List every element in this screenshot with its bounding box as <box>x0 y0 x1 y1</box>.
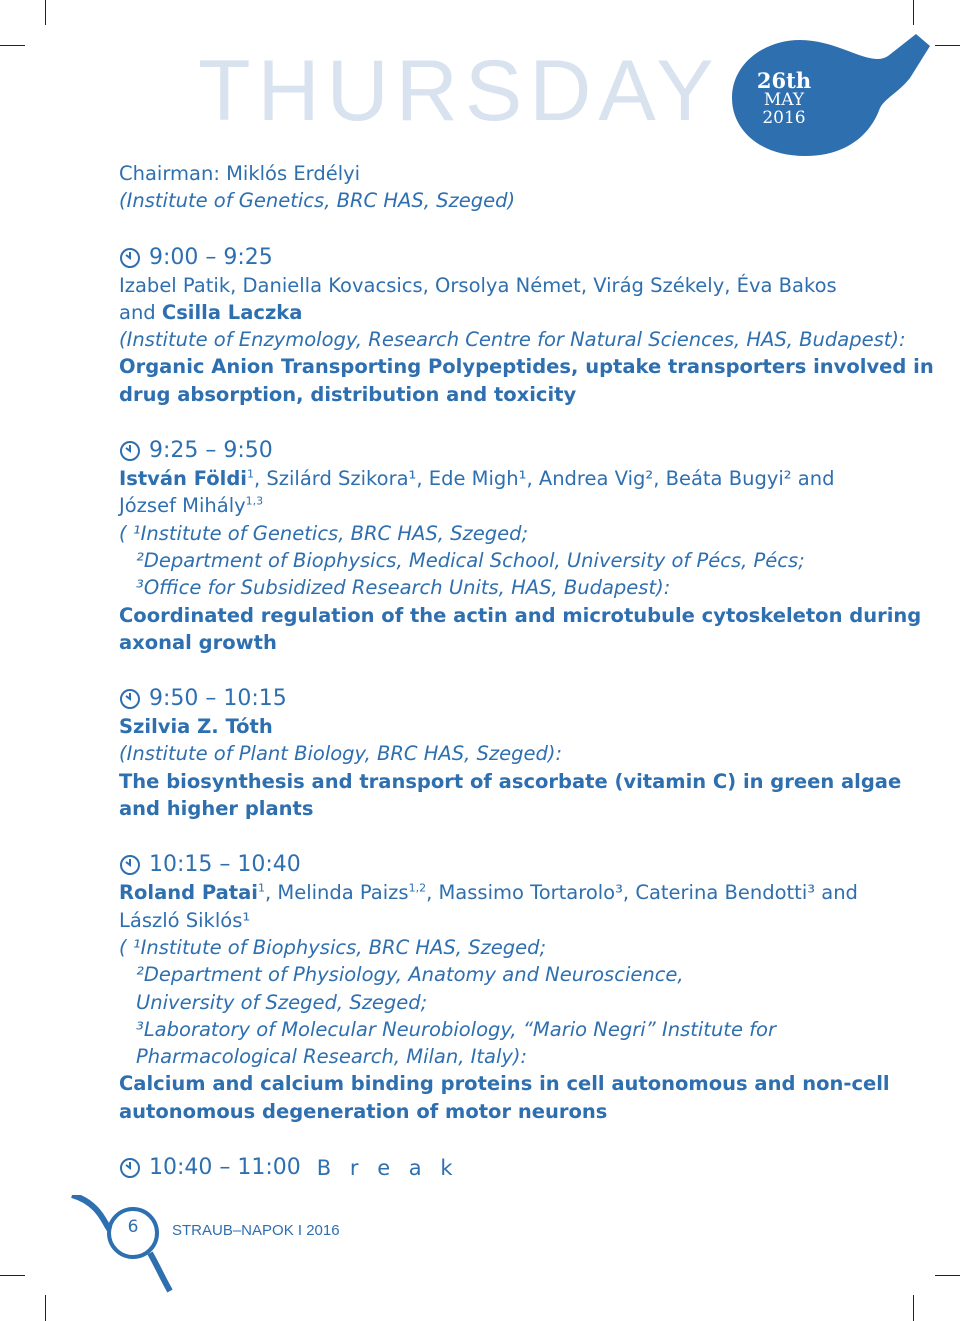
authors-text-2: , Massimo Tortarolo³, Caterina Bendotti³ and <box>426 881 858 905</box>
crop-mark <box>913 0 914 25</box>
affiliation: (Institute of Plant Biology, BRC HAS, Szeged): <box>119 742 563 766</box>
affiliation-3-cont: Pharmacological Research, Milan, Italy): <box>136 1045 528 1069</box>
talk-title-line-2: and higher plants <box>119 797 314 821</box>
chairman: Chairman: Miklós Erdélyi <box>119 162 361 185</box>
talk-title-line-2: axonal growth <box>119 630 277 654</box>
presenter: István Földi <box>119 467 247 491</box>
session-time-4 <box>119 851 879 879</box>
session-time-label: 10:15 – 10:40 <box>149 852 301 878</box>
crop-mark <box>45 1295 46 1321</box>
session-time-label: 9:00 – 9:25 <box>149 244 273 270</box>
affiliation-1: ( ¹Institute of Genetics, BRC HAS, Szeged; <box>119 521 529 545</box>
clock-icon <box>119 440 141 462</box>
authors-text: and <box>119 300 162 324</box>
clock-icon <box>119 247 141 269</box>
authors-text: József Mihály <box>119 494 246 518</box>
crop-mark <box>0 45 25 46</box>
affiliation-2: ²Department of Physiology, Anatomy and Neuroscience, <box>136 963 684 987</box>
break-label: B r e a k <box>316 1156 459 1181</box>
affiliation-3: ³Office for Subsidized Research Units, HAS, Budapest): <box>136 576 671 600</box>
presenter: Csilla Laczka <box>161 300 303 324</box>
footer-decoration <box>0 1195 200 1295</box>
affiliation: (Institute of Enzymology, Research Centre for Natural Sciences, HAS, Budapest): <box>119 328 906 352</box>
footer-text: STRAUB–NAPOK I 2016 <box>172 1222 340 1239</box>
page-number: 6 <box>127 1217 139 1237</box>
authors: Izabel Patik, Daniella Kovacsics, Orsolya Német, Virág Székely, Éva Bakos <box>119 273 837 297</box>
authors-line-2 <box>119 299 879 326</box>
affiliation-2-cont: University of Szeged, Szeged; <box>136 990 428 1014</box>
date-year: 2016 <box>762 107 806 128</box>
clock-icon <box>119 1157 141 1179</box>
talk-title-line-2: autonomous degeneration of motor neurons <box>119 1099 608 1123</box>
date-month: MAY <box>763 90 805 111</box>
authors-line-2: József Mihály$^{1,3}$ <box>119 494 264 518</box>
crop-mark <box>935 45 960 46</box>
affiliation-1: ( ¹Institute of Biophysics, BRC HAS, Szeged; <box>119 935 547 959</box>
presenter: Roland Patai <box>119 881 258 905</box>
clock-icon <box>119 688 141 710</box>
affiliation-2: ²Department of Biophysics, Medical School, University of Pécs, Pécs; <box>136 548 805 572</box>
talk-title: Calcium and calcium binding proteins in cell autonomous and non-cell <box>119 1072 890 1096</box>
session-time-label: 10:40 – 11:00 <box>149 1155 301 1181</box>
clock-icon <box>119 854 141 876</box>
session-time-2 <box>119 437 879 465</box>
authors-text: , Szilárd Szikora¹, Ede Migh¹, Andrea Vig², Beáta Bugyi² and <box>253 467 835 491</box>
crop-mark <box>45 0 46 25</box>
session-time-1 <box>119 244 879 272</box>
talk-title: The biosynthesis and transport of ascorbate (vitamin C) in green algae <box>119 769 902 793</box>
chairman-affiliation: (Institute of Genetics, BRC HAS, Szeged) <box>119 189 516 213</box>
authors-text: , Melinda Paizs <box>264 881 409 905</box>
authors: István Földi$^1$, Szilárd Szikora¹, Ede Migh¹, Andrea Vig², Beáta Bugyi² and <box>119 467 835 491</box>
talk-title: Coordinated regulation of the actin and microtubule cytoskeleton during <box>119 603 922 627</box>
talk-title-line-2: drug absorption, distribution and toxicity <box>119 382 577 406</box>
session-time-3 <box>119 685 879 713</box>
authors-line-2: László Siklós¹ <box>119 908 251 932</box>
program-content <box>119 160 934 1182</box>
break-time <box>119 1154 879 1182</box>
affiliation-3: ³Laboratory of Molecular Neurobiology, “Mario Negri” Institute for <box>136 1017 776 1041</box>
day-heading: THURSDAY <box>198 43 721 139</box>
crop-mark <box>913 1295 914 1321</box>
authors: Roland Patai$^1$, Melinda Paizs$^{1,2}$, Massimo Tortarolo³, Caterina Bendotti³ and <box>119 881 858 905</box>
date-day: 26th <box>756 68 812 93</box>
session-time-label: 9:50 – 10:15 <box>149 686 287 712</box>
session-time-label: 9:25 – 9:50 <box>149 438 273 464</box>
crop-mark <box>935 1275 960 1276</box>
talk-title: Organic Anion Transporting Polypeptides, uptake transporters involved in <box>119 355 934 379</box>
presenter: Szilvia Z. Tóth <box>119 715 273 739</box>
date-badge <box>736 70 832 128</box>
